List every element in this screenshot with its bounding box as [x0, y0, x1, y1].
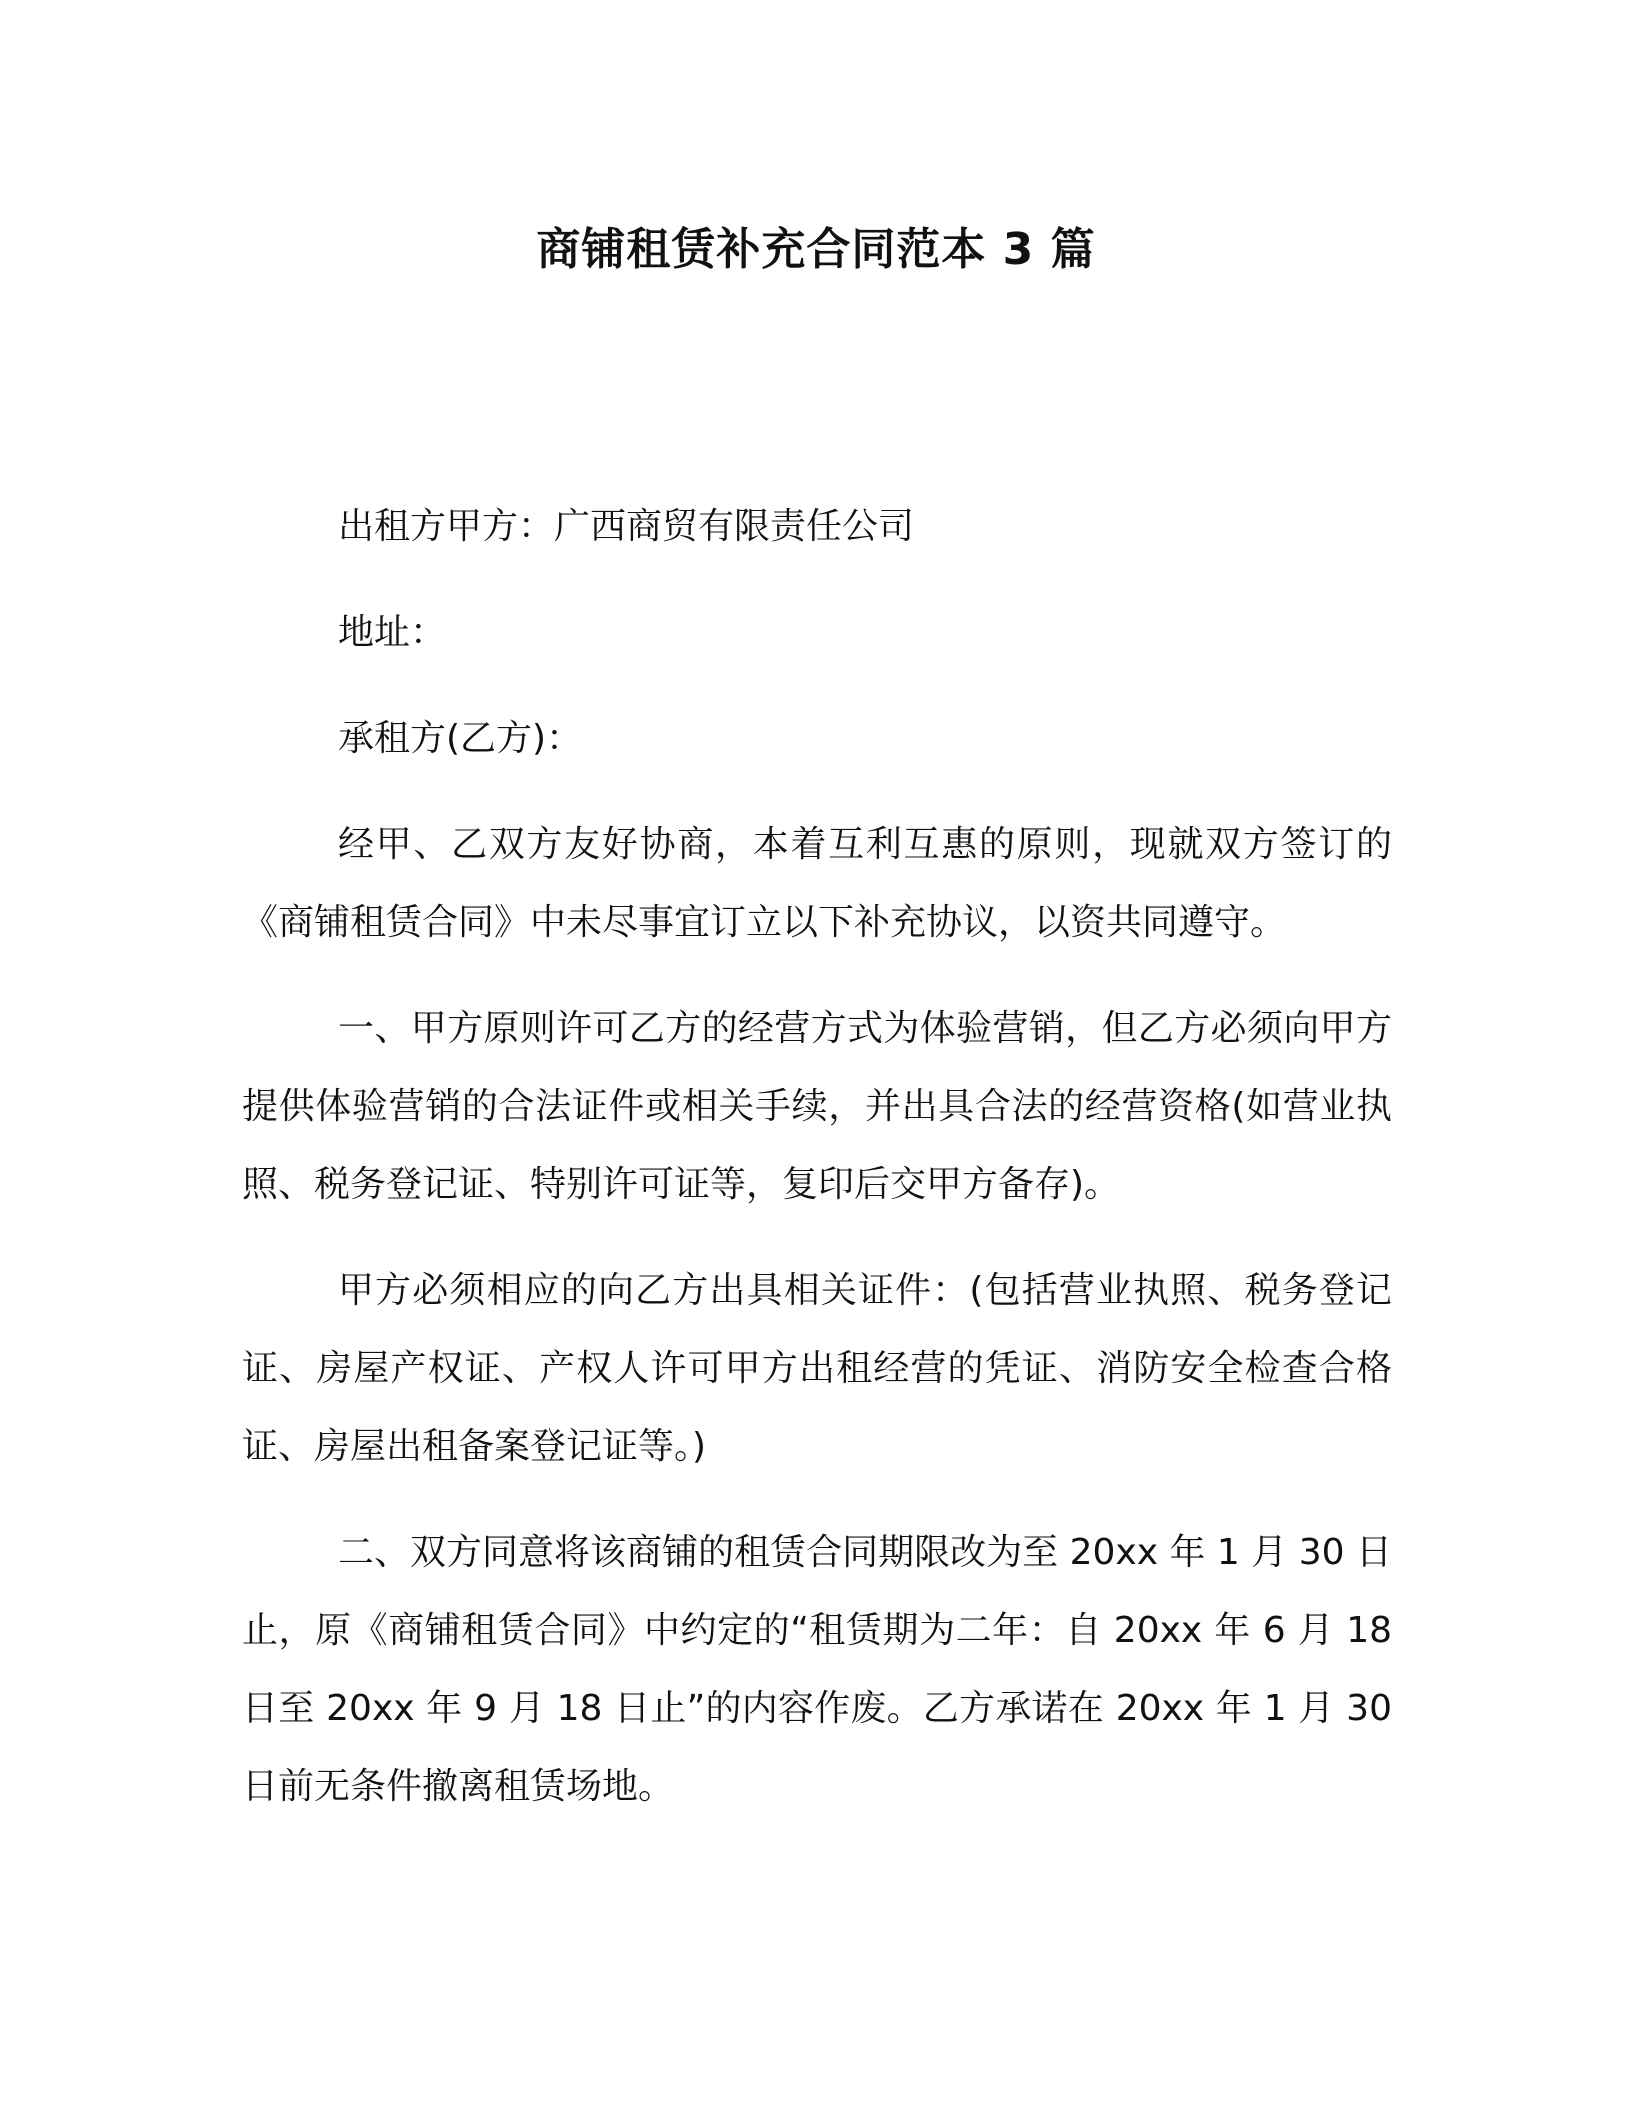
paragraph-clause-1-supplement: 甲方必须相应的向乙方出具相关证件：(包括营业执照、税务登记证、房屋产权证、产权人许可甲方出租经营的凭证、消防安全检查合格证、房屋出租备案登记证等。) — [242, 1270, 1392, 1467]
paragraph-clause-2: 二、双方同意将该商铺的租赁合同期限改为至 20xx 年 1 月 30 日止，原《商铺租赁合同》中约定的“租赁期为二年：自 20xx 年 6 月 18 日至 20xx 年 9 月 18 日止”的内容作废。乙方承诺在 20xx 年 1 月 30 日前无条件撤离租赁场地。 — [242, 1532, 1392, 1807]
document-body — [242, 488, 1392, 1854]
paragraph-address: 地址： — [338, 612, 447, 653]
document-title: 商铺租赁补充合同范本 3 篇 — [536, 224, 1096, 275]
paragraph-clause-1: 一、甲方原则许可乙方的经营方式为体验营销，但乙方必须向甲方提供体验营销的合法证件或相关手续，并出具合法的经营资格(如营业执照、税务登记证、特别许可证等，复印后交甲方备存)。 — [242, 1008, 1392, 1205]
paragraph-lessee: 承租方(乙方)： — [338, 718, 583, 759]
paragraph-preamble: 经甲、乙双方友好协商，本着互利互惠的原则，现就双方签订的《商铺租赁合同》中未尽事宜订立以下补充协议，以资共同遵守。 — [242, 824, 1392, 943]
paragraph-lessor: 出租方甲方：广西商贸有限责任公司 — [338, 506, 915, 547]
